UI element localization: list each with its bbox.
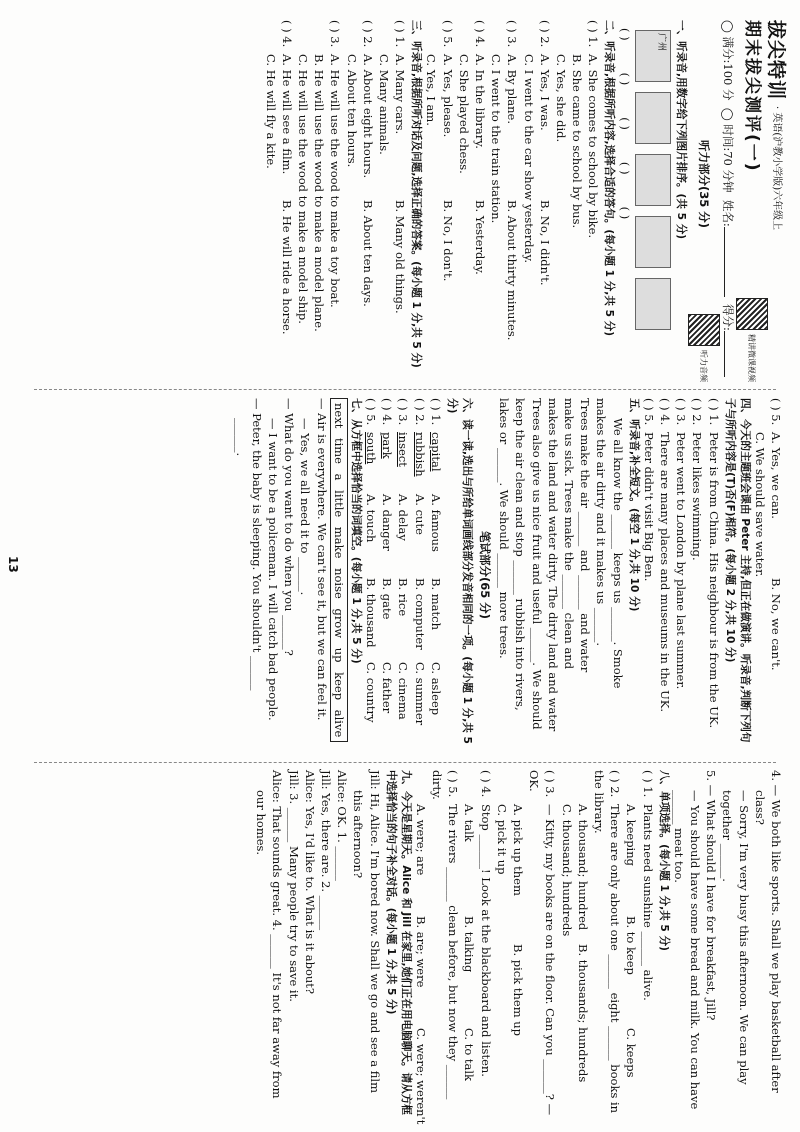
option: A. Yes, please.: [440, 54, 455, 138]
option: B. to keep: [624, 916, 639, 975]
option: A. About eight hours.: [360, 54, 375, 179]
question: [360, 20, 376, 382]
column-divider: [34, 389, 776, 390]
listening-row: [688, 20, 720, 382]
dialogue-line: ______.: [233, 418, 248, 457]
question-number[interactable]: ( ) 1.: [640, 770, 655, 798]
phonics-row: [363, 398, 379, 752]
option: C. He will use the wood to make a model ship.: [295, 54, 310, 324]
dialogue-line: together ______.: [720, 790, 735, 882]
option: A. Many cars.: [393, 54, 408, 135]
title-row: [736, 20, 768, 382]
dialogue-line: Jill: Hi, Alice. I'm bored now. Shall we go and see a film: [367, 770, 382, 1094]
picture-city-skyline: [635, 30, 671, 82]
option: A. danger: [380, 494, 395, 551]
answer-slot[interactable]: ( ): [617, 161, 632, 175]
question-text: Plants need sunshine ______ alive.: [640, 804, 655, 1001]
option: C. About ten hours.: [344, 54, 359, 168]
question-number[interactable]: ( ) 4.: [478, 770, 493, 798]
target-word: capital: [428, 432, 443, 472]
qr-block-2: [688, 314, 720, 382]
brand-subtitle: · 英语(沪教小学版)六年级上: [771, 106, 782, 231]
answer-slot[interactable]: ( ): [617, 117, 632, 130]
option: C. asleep: [428, 662, 443, 716]
statement: [641, 398, 657, 752]
question-text: — Kitty, my books are on the floor. Can you ______? — OK.: [527, 770, 558, 1116]
option: B. He will ride a horse.: [279, 200, 294, 335]
column-middle: [14, 398, 784, 752]
statement: [673, 398, 689, 752]
dialogue-line: Jill: Yes, there are. 2. ______: [318, 770, 333, 931]
column-left: [14, 20, 787, 382]
time-limit: ◯ 时间:70 分钟: [720, 107, 735, 193]
section-9-title: 九、今天是星期天。Alice 和 Jill 在家里,她们正在用电脑聊天。请从方框中选择恰当的句子补全对话。(每小题 1 分,共 5 分): [384, 770, 412, 1115]
passage-line: Trees make the air ______ and ______ and water: [578, 398, 593, 673]
question-text: Stop ______! Look at the blackboard and listen.: [478, 804, 493, 1077]
question: [392, 20, 408, 382]
dialogue-line: Alice: OK. 1. ______: [335, 770, 350, 881]
target-word: park: [380, 432, 395, 459]
passage-line: Trees also give us nice fruit and useful ______. We should: [529, 398, 544, 730]
option: A. She comes to school by bike.: [586, 54, 601, 239]
question: [327, 20, 343, 382]
target-word: south: [363, 432, 378, 465]
answer-slot[interactable]: ( ): [617, 28, 632, 41]
section-4-title: 四、今天的主题班会课由 Peter 主持,但正在做演讲。听录音,判断下列句子与所听内容是(T)否(F)相符。(每小题 2 分,共 10 分): [723, 398, 751, 743]
score-input[interactable]: [724, 331, 736, 377]
option: C. Many animals.: [376, 54, 391, 155]
option: A. thousand; hundred: [575, 804, 590, 931]
dialogue-line: our homes.: [254, 790, 269, 856]
option: C. cinema: [396, 662, 411, 720]
writing-heading: 笔试部分(65 分): [477, 530, 492, 620]
dialogue-line: class?: [752, 790, 767, 825]
question-number[interactable]: ( ) 5.: [641, 398, 656, 426]
question: [472, 20, 488, 382]
question-number[interactable]: ( ) 3.: [328, 20, 343, 48]
option: B. No, I didn't.: [537, 200, 552, 286]
score-label: 得分:: [720, 304, 735, 331]
section-6-title: 六、读一读,选出与所给单词画线部分发音相同的一项。(每小题 1 分,共 5 分): [445, 398, 473, 744]
option: B. thousands; hundreds: [575, 944, 590, 1083]
statement: [657, 398, 673, 752]
target-word: insect: [396, 432, 411, 467]
phonics-row: [428, 398, 444, 752]
option: B. pick them up: [510, 944, 525, 1037]
brand: 拔尖特训: [765, 20, 787, 101]
name-input[interactable]: [724, 227, 736, 297]
option: B. thousand: [363, 578, 378, 648]
option: A. In the library.: [472, 54, 487, 149]
statement-text: Peter went to London by plane last summer.: [674, 432, 689, 690]
section-5-title: 五、听录音,补全短文。(每空 1 分,共 10 分): [627, 398, 640, 612]
dialogue-line: 5. — What should I have for breakfast, Jill?: [704, 770, 719, 1021]
passage-line: keep the air clean and stop ______ rubbish into rivers,: [513, 398, 528, 711]
question: [591, 770, 623, 1120]
header-banner: [765, 20, 787, 382]
option: A. touch: [363, 494, 378, 543]
dialogue-line: — Sorry, I'm very busy this afternoon. We can play: [736, 790, 751, 1085]
question: [639, 770, 655, 1120]
option: B. Yesterday.: [472, 200, 487, 275]
option: B. rice: [396, 578, 411, 617]
question-number[interactable]: ( ) 4.: [380, 398, 395, 426]
phonics-row: [395, 398, 411, 752]
question-number[interactable]: ( ) 5.: [769, 398, 783, 426]
option: C. were; weren't: [413, 1028, 428, 1125]
dialogue-line: — You should have some bread and milk. You can have: [687, 790, 702, 1110]
question-text: The rivers ______ clean before, but now they ______ dirty.: [429, 770, 461, 1100]
qr-caption-2: 听力音频: [699, 350, 709, 382]
option: C. I went to the car show yesterday.: [521, 54, 536, 264]
question: [768, 398, 784, 752]
question-number[interactable]: ( ) 1.: [428, 398, 443, 426]
passage-line: make us sick. Trees make the ______ clean and: [561, 398, 576, 670]
statement: [689, 398, 705, 752]
option: C. He will fly a kite.: [263, 54, 278, 169]
option: C. She played chess.: [456, 54, 471, 174]
statement-text: Peter likes swimming.: [690, 432, 705, 561]
question-number[interactable]: ( ) 4.: [279, 20, 294, 48]
audio-qr-icon: [688, 314, 720, 346]
question-number[interactable]: ( ) 1.: [706, 398, 721, 426]
option: C. summer: [412, 662, 427, 726]
option: B. computer: [412, 578, 427, 650]
picture-food: [635, 92, 671, 144]
answer-slot[interactable]: ( ): [617, 206, 632, 220]
options-row: [575, 770, 591, 1120]
option: B. About ten days.: [360, 200, 375, 307]
option: A. Yes, we can.: [769, 432, 783, 519]
question-number[interactable]: ( ) 2.: [412, 398, 427, 426]
qr-block: [736, 298, 768, 382]
option: B. No, we can't.: [769, 578, 783, 671]
dialogue-line: Jill: 3. ______ Many people try to save it.: [286, 770, 301, 1002]
question: [537, 20, 553, 382]
section-3-title: 三、听录音,根据所听对话及问题,选择正确的答案。(每小题 1 分,共 5 分): [410, 20, 423, 368]
option: A. By plane.: [505, 54, 520, 124]
dialogue-line: ______ meat too.: [671, 790, 686, 883]
option: B. She came to school by bus.: [570, 54, 585, 229]
section-1-title: 一、听录音,用数字给下列图片排序。(共 5 分): [674, 20, 687, 240]
phonics-row: [379, 398, 395, 752]
section-1-answer-slots: [616, 20, 632, 382]
option: B. About thirty minutes.: [505, 200, 520, 341]
question-number[interactable]: ( ) 2.: [608, 770, 623, 798]
question: [504, 20, 520, 382]
picture-building: [635, 154, 671, 206]
passage-line: makes the air dirty and it makes us ______.: [594, 398, 609, 647]
option: C. pick it up: [494, 804, 509, 875]
option: A. He will use the wood to make a toy boat.: [328, 54, 343, 308]
question-text: There are only about one ______ eight ______ books in the library.: [591, 770, 623, 1114]
picture-box: [635, 278, 671, 330]
statement-text: Peter didn't visit Big Ben.: [641, 432, 656, 582]
section-2-title: 二、听录音,根据所听内容,选择合适的答句。(每小题 1 分,共 5 分): [603, 20, 616, 337]
option: A. He will see a film.: [279, 54, 294, 175]
passage-line: We all know the ______ keeps us ______. Smoke: [610, 418, 625, 689]
question-number[interactable]: ( ) 3.: [505, 20, 520, 48]
question: [279, 20, 295, 382]
phonics-row: [411, 398, 427, 752]
section-1-pictures: [635, 30, 671, 382]
option: A. talk: [462, 804, 477, 842]
dialogue-line: — I want to be a policeman. I will catch bad people.: [265, 418, 280, 721]
option: C. to talk: [462, 1028, 477, 1082]
options-row: [510, 770, 526, 1120]
option: A. Yes, I was.: [537, 54, 552, 131]
options-row: [413, 770, 429, 1125]
option: A. were; are: [413, 804, 428, 876]
dialogue-line: — What do you want to do when you ______?: [282, 398, 297, 656]
page-title: 期末拔尖测评(一): [741, 20, 762, 173]
option: B. He will use the wood to make a model plane.: [312, 54, 327, 332]
question-number[interactable]: ( ) 4.: [657, 398, 672, 426]
question-number[interactable]: ( ) 4.: [472, 20, 487, 48]
dialogue-line: — Yes, we all need it to ______.: [298, 418, 313, 596]
qr-code-icon: [736, 298, 768, 330]
full-score: ◯ 满分:100 分: [720, 20, 735, 101]
dialogue-line: — Peter, the baby is sleeping. You shouldn't ______: [249, 398, 264, 691]
question: [477, 770, 493, 1120]
statement-text: Peter is from China. His neighbour is from the UK.: [706, 432, 721, 729]
page-number: 13: [6, 556, 20, 573]
column-divider: [34, 762, 776, 763]
option: C. I went to the train station.: [489, 54, 504, 224]
question-number[interactable]: ( ) 5.: [440, 20, 455, 48]
passage-line: lakes or ______. We should ______ more trees.: [497, 398, 512, 659]
dialogue-line: — Air is everywhere. We can't see it, but we can feel it.: [314, 398, 329, 721]
target-word: rubbish: [412, 432, 427, 477]
question: [429, 770, 461, 1120]
column-right: [14, 770, 784, 1125]
word-box: next time a little make noise grow up keep alive: [330, 398, 348, 742]
option: C. father: [380, 662, 395, 714]
question-number[interactable]: ( ) 1.: [586, 20, 601, 48]
dialogue-line: Alice: That sounds great. 4. ______ It's not far away from: [270, 770, 285, 1099]
question: [585, 20, 601, 382]
section-8-title: 八、单项选择。(每小题 1 分,共 5 分): [657, 770, 670, 951]
option: C. thousand; hundreds: [559, 804, 574, 937]
option: A. keeping: [624, 804, 639, 867]
meta-row: [720, 20, 736, 382]
dialogue-line: this afternoon?: [351, 790, 366, 879]
option: A. pick up them: [510, 804, 525, 896]
name-label: 姓名:: [720, 199, 735, 227]
question-number[interactable]: ( ) 2.: [537, 20, 552, 48]
qr-caption-1: 精讲微课视频: [747, 334, 757, 382]
option: B. are; were: [413, 916, 428, 988]
option: C. country: [363, 662, 378, 723]
pic-label: 广州: [655, 33, 666, 52]
option: C. Yes, she did.: [553, 54, 568, 143]
option: B. gate: [380, 578, 395, 620]
question: [526, 770, 558, 1120]
question-number[interactable]: ( ) 3.: [674, 398, 689, 426]
question-number[interactable]: ( ) 3.: [396, 398, 411, 426]
option: B. Many old things.: [393, 200, 408, 314]
option: B. match: [428, 578, 443, 630]
answer-slot[interactable]: ( ): [617, 72, 632, 86]
question-number[interactable]: ( ) 5.: [446, 770, 461, 798]
statement-text: There are many places and museums in the UK.: [657, 432, 672, 713]
section-7-title: 七、从方框中选择恰当的词填空。(每小题 1 分,共 5 分): [349, 398, 362, 664]
dialogue-line: Alice: Yes, I'd like to. What is it about?: [302, 770, 317, 995]
question-number[interactable]: ( ) 5.: [363, 398, 378, 426]
statement: [705, 398, 721, 752]
question-number[interactable]: ( ) 1.: [393, 20, 408, 48]
dialogue-line: 4. — We both like sports. Shall we play basketball after: [769, 770, 783, 1093]
option: B. No, I don't.: [440, 200, 455, 282]
option: A. delay: [396, 494, 411, 541]
options-row: [461, 770, 477, 1120]
option: A. famous: [428, 494, 443, 552]
question: [439, 20, 455, 382]
option: C. keeps: [624, 1028, 639, 1078]
options-row: [623, 770, 639, 1120]
question-number[interactable]: ( ) 2.: [360, 20, 375, 48]
question-number[interactable]: ( ) 2.: [690, 398, 705, 426]
option: A. cute: [412, 494, 427, 535]
passage-line: makes the land and water dirty. The dirty land and water: [545, 398, 560, 732]
listening-heading: 听力部分(35 分): [696, 140, 711, 229]
option: B. talking: [462, 916, 477, 973]
question-number[interactable]: ( ) 3.: [543, 770, 558, 798]
picture-street: [635, 216, 671, 268]
option: C. We should save water.: [752, 432, 767, 578]
option: C. Yes, I am.: [424, 54, 439, 126]
